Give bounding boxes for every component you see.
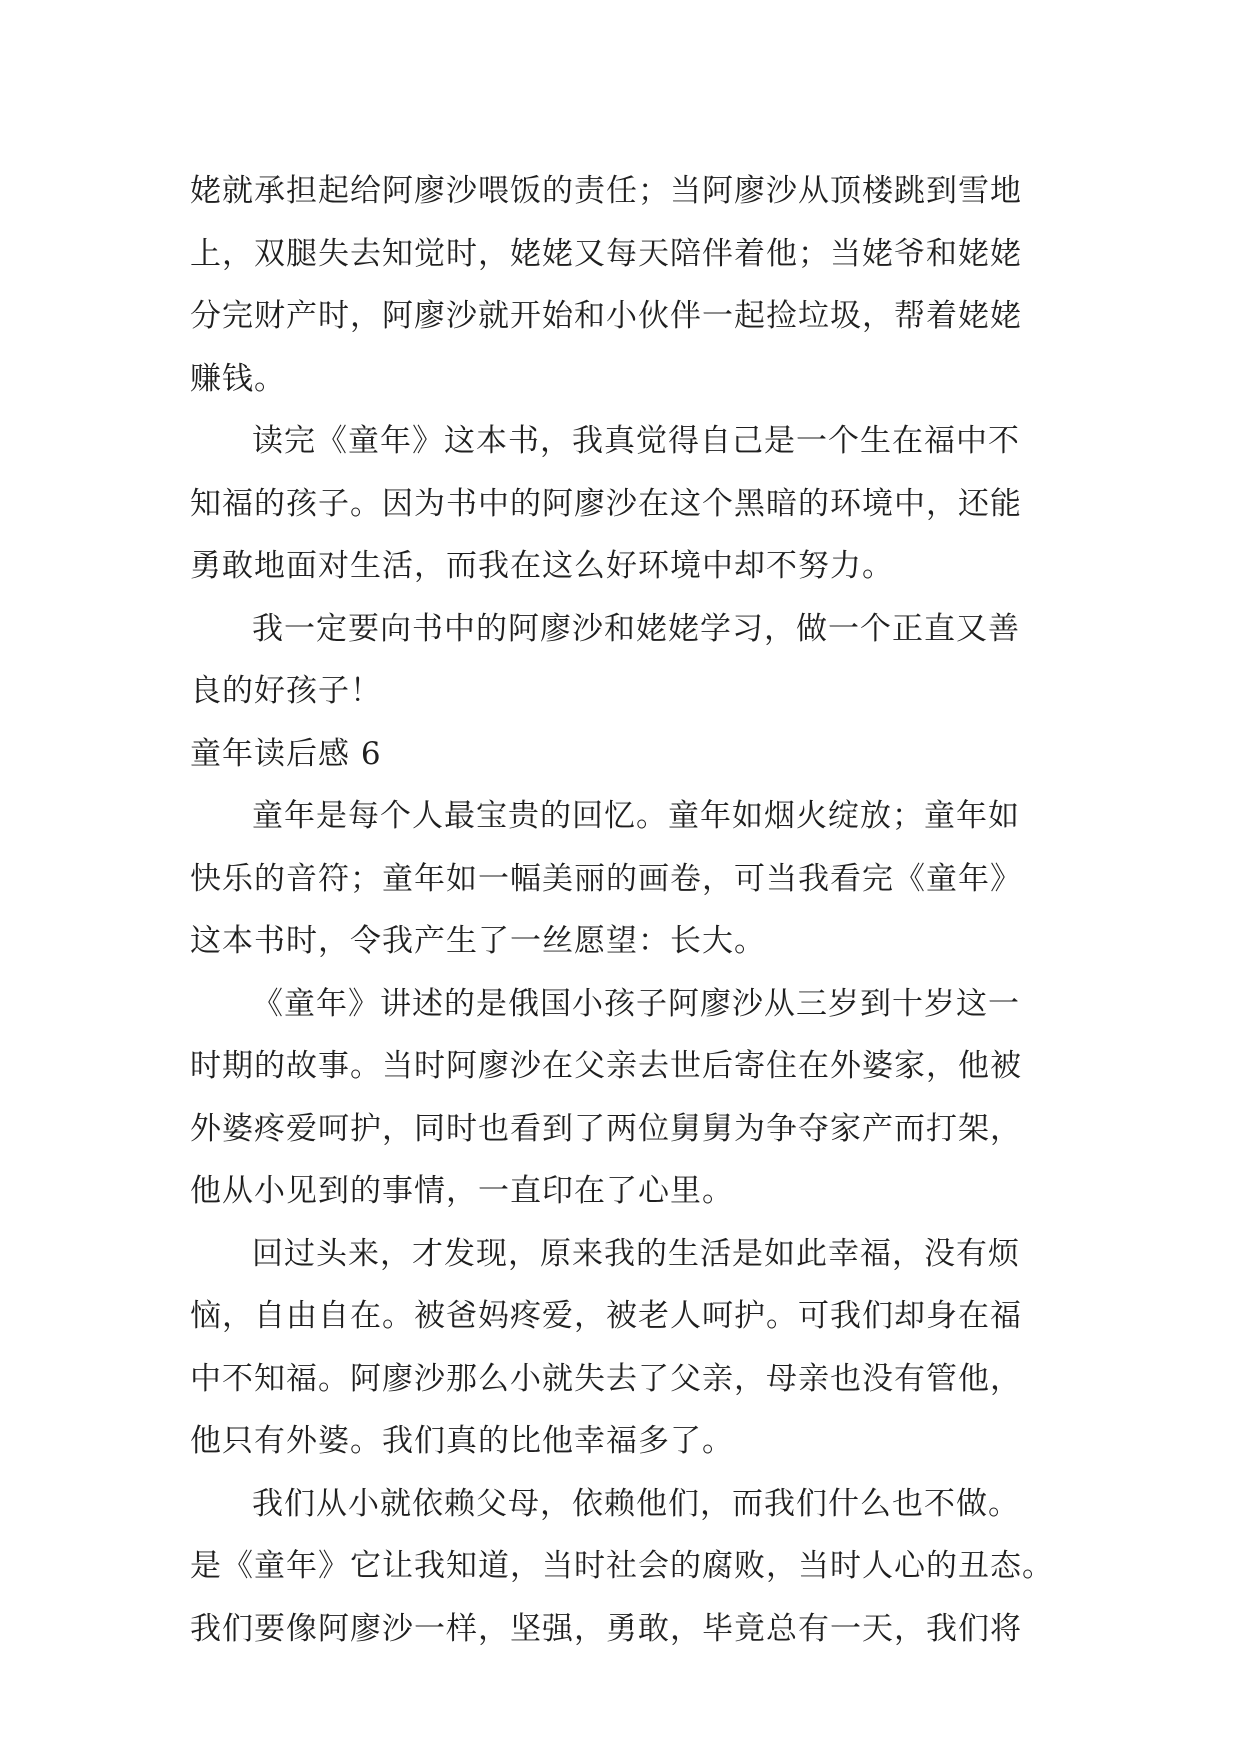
paragraph-resolution: 我一定要向书中的阿廖沙和姥姥学习，做一个正直又善 良的好孩子！ [190, 610, 1020, 709]
paragraph-reading-reflection: 读完《童年》这本书，我真觉得自己是一个生在福中不 知福的孩子。因为书中的阿廖沙在这个黑暗的环境中，还能 勇敢地面对生活，而我在这么好环境中却不努力。 [190, 423, 1022, 584]
paragraph-intro: 童年是每个人最宝贵的回忆。童年如烟火绽放；童年如 快乐的音符；童年如一幅美丽的画卷，可当我看完《童年》 这本书时，令我产生了一丝愿望：长大。 [190, 798, 1022, 959]
section-heading: 童年读后感 6 [190, 735, 382, 772]
paragraph-continuation: 姥就承担起给阿廖沙喂饭的责任；当阿廖沙从顶楼跳到雪地 上，双腿失去知觉时，姥姥又每天陪伴着他；当姥爷和姥姥 分完财产时，阿廖沙就开始和小伙伴一起捡垃圾，帮着姥姥 赚钱。 [190, 173, 1022, 397]
paragraph-comparison: 回过头来，才发现，原来我的生活是如此幸福，没有烦 恼，自由自在。被爸妈疼爱，被老人呵护。可我们却身在福 中不知福。阿廖沙那么小就失去了父亲，母亲也没有管他， 他只有外婆。我们真的比他幸福多了。 [190, 1235, 1022, 1459]
paragraph-summary: 《童年》讲述的是俄国小孩子阿廖沙从三岁到十岁这一 时期的故事。当时阿廖沙在父亲去世后寄住在外婆家，他被 外婆疼爱呵护，同时也看到了两位舅舅为争夺家产而打架， 他从小见到的事情，一直印在了心里。 [190, 985, 1022, 1209]
document-page [190, 160, 1070, 1660]
paragraph-lesson: 我们从小就依赖父母，依赖他们，而我们什么也不做。 是《童年》它让我知道，当时社会的腐败，当时人心的丑态。 我们要像阿廖沙一样，坚强，勇敢，毕竟总有一天，我们将 [190, 1485, 1054, 1647]
